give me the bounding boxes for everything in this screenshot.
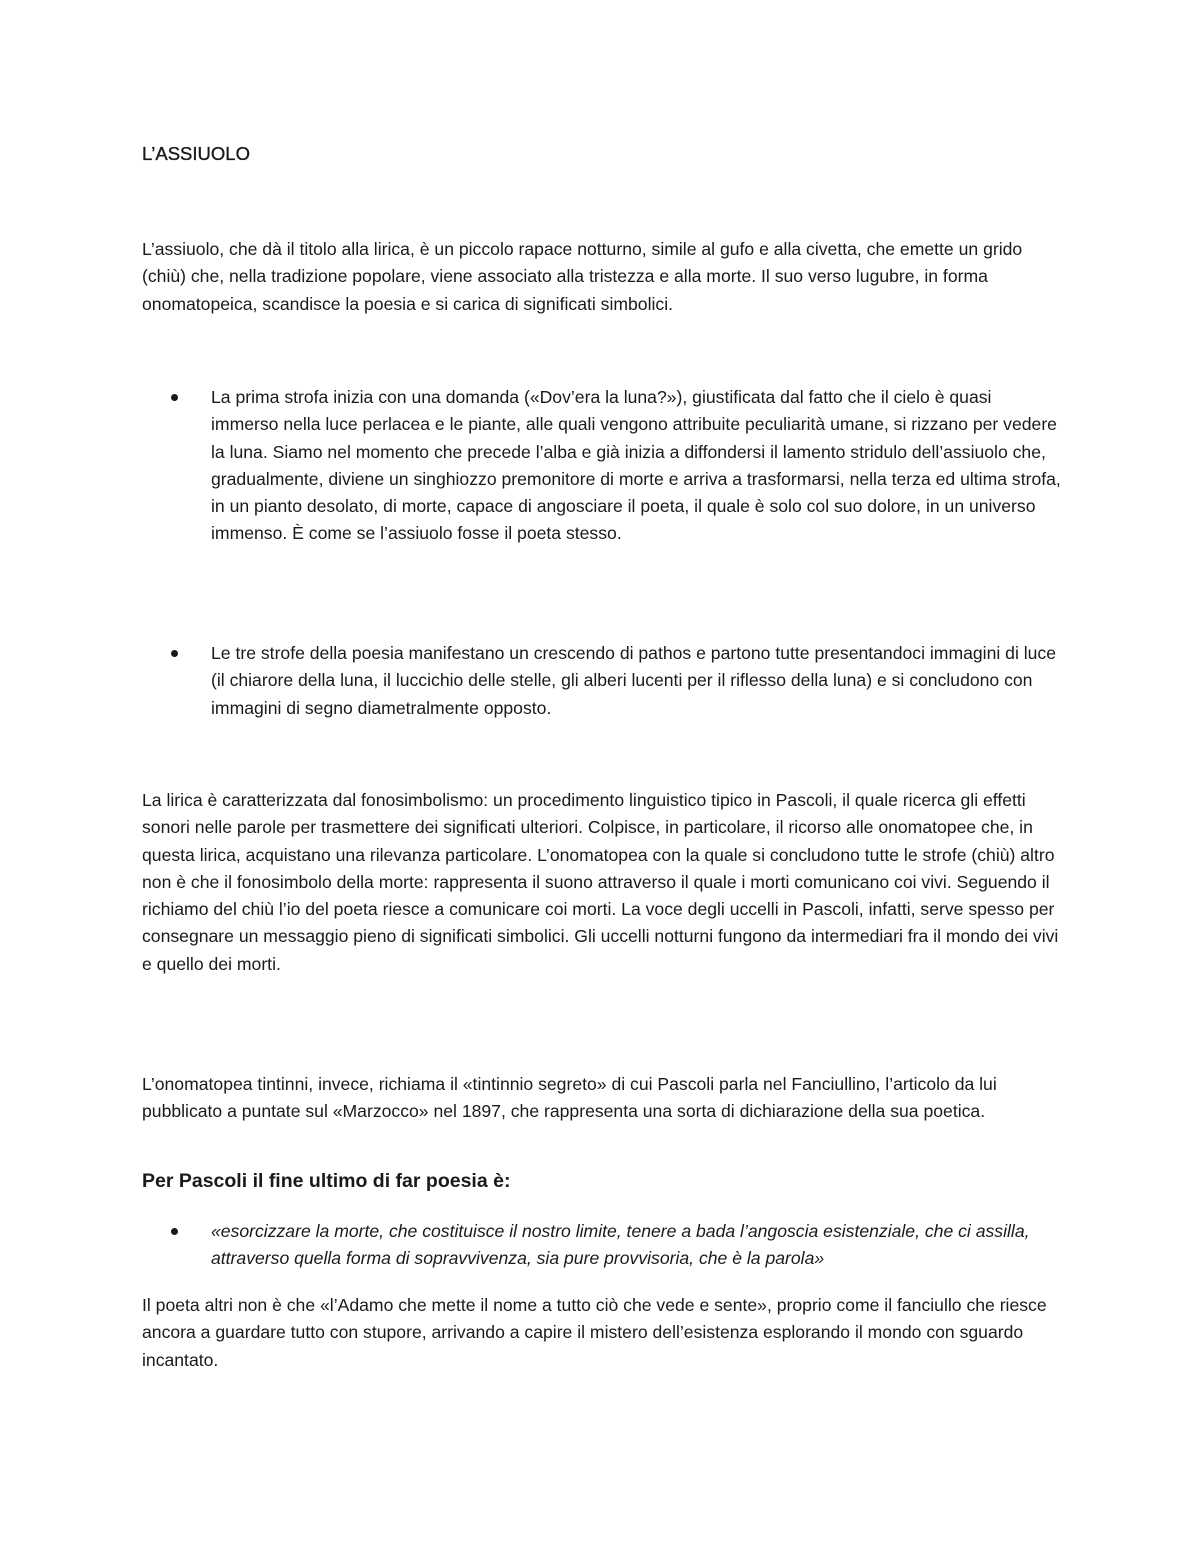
intro-paragraph: L’assiuolo, che dà il titolo alla lirica, è un piccolo rapace notturno, simile al gufo e alla civetta, che emette un grido (chiù) che, nella tradizione popolare, viene associato alla tristezza e alla morte. Il suo verso lugubre, in forma onomatopeica, scandisce la poesia e si carica di significati simbolici. bbox=[142, 239, 1023, 314]
bullet-icon bbox=[171, 650, 178, 657]
tintinni-paragraph: L’onomatopea tintinni, invece, richiama il «tintinnio segreto» di cui Pascoli parla nel Fanciullino, l’articolo da lui pubblicato a puntate sul «Marzocco» nel 1897, che rappresenta una sorta di dichiarazione della sua poetica. bbox=[142, 1074, 997, 1122]
list-item-text: La prima strofa inizia con una domanda («Dov’era la luna?»), giustificata dal fatto che il cielo è quasi immerso nella luce perlacea e le piante, alle quali vengono attribuite peculiarità umane, si rizzano per vedere la luna. Siamo nel momento che precede l’alba e già inizia a diffondersi il lamento stridulo dell’assiuolo che, gradualmente, diviene un singhiozzo premonitore di morte e arriva a trasformarsi, nella terza ed ultima strofa, in un pianto desolato, di morte, capace di angosciare il poeta, il quale è solo col suo dolore, in un universo immenso. È come se l’assiuolo fosse il poeta stesso. bbox=[211, 387, 1061, 544]
quote-list-item bbox=[171, 1218, 1063, 1273]
list-item-text: Le tre strofe della poesia manifestano un crescendo di pathos e partono tutte presentandoci immagini di luce (il chiarore della luna, il luccichio delle stelle, gli alberi lucenti per il riflesso della luna) e si concludono con immagini di segno diametralmente opposto. bbox=[211, 643, 1057, 718]
list-item bbox=[171, 384, 1063, 548]
quote-text: «esorcizzare la morte, che costituisce il nostro limite, tenere a bada l’angoscia esistenziale, che ci assilla, attraverso quella forma di sopravvivenza, sia pure provvisoria, che è la parola» bbox=[211, 1221, 1030, 1269]
section-heading: Per Pascoli il fine ultimo di far poesia è: bbox=[142, 1170, 511, 1192]
fonosimbolismo-paragraph: La lirica è caratterizzata dal fonosimbolismo: un procedimento linguistico tipico in Pascoli, il quale ricerca gli effetti sonori nelle parole per trasmettere dei significati ulteriori. Colpisce, in particolare, il ricorso alle onomatopee che, in questa lirica, acquistano una rilevanza particolare. L’onomatopea con la quale si concludono tutte le strofe (chiù) altro non è che il fonosimbolo della morte: rappresenta il suono attraverso il quale i morti comunicano coi vivi. Seguendo il richiamo del chiù l’io del poeta riesce a comunicare coi morti. La voce degli uccelli in Pascoli, infatti, serve spesso per consegnare un messaggio pieno di significati simbolici. Gli uccelli notturni fungono da intermediari fra il mondo dei vivi e quello dei morti. bbox=[142, 790, 1059, 974]
page-title: L’ASSIUOLO bbox=[142, 143, 250, 164]
list-item bbox=[171, 640, 1063, 722]
adamo-paragraph: Il poeta altri non è che «l’Adamo che mette il nome a tutto ciò che vede e sente», proprio come il fanciullo che riesce ancora a guardare tutto con stupore, arrivando a capire il mistero dell’esistenza esplorando il mondo con sguardo incantato. bbox=[142, 1295, 1047, 1370]
bullet-icon bbox=[171, 394, 178, 401]
bullet-icon bbox=[171, 1228, 178, 1235]
